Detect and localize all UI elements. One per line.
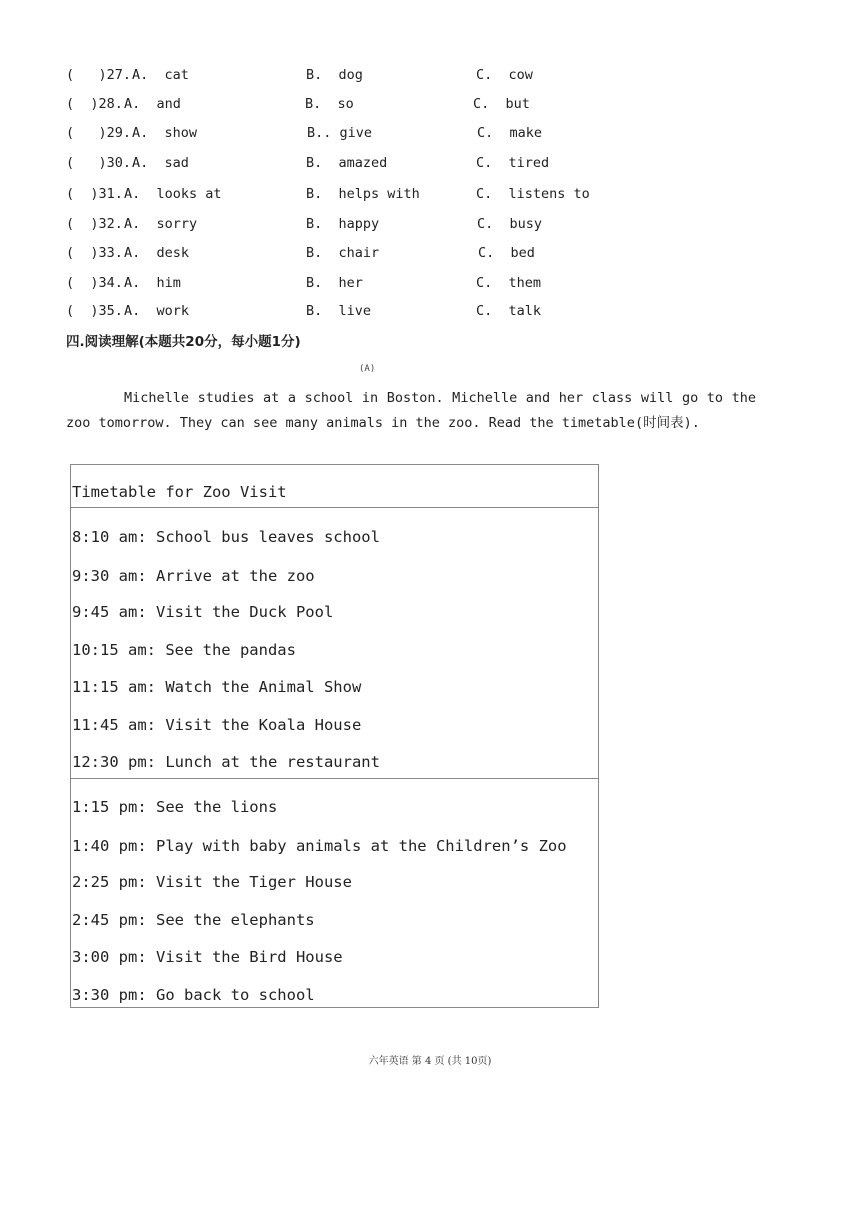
option-a: A. desk — [124, 245, 190, 261]
question-number: ( )32. — [66, 216, 123, 232]
timetable-row: 11:15 am: Watch the Animal Show — [72, 678, 362, 696]
option-a: A. looks at — [124, 186, 222, 202]
timetable-row: 9:30 am: Arrive at the zoo — [72, 567, 315, 585]
reading-passage: Michelle studies at a school in Boston. Michelle and her class will go to the zoo tomorrow. They can see many animals in the zoo. Read the timetable(时间表). — [66, 390, 756, 431]
timetable-row: 2:45 pm: See the elephants — [72, 911, 315, 929]
timetable-row: 1:15 pm: See the lions — [72, 798, 278, 816]
option-a: A. him — [124, 275, 181, 291]
question-number: ( )28. — [66, 96, 123, 112]
option-b: B. so — [305, 96, 354, 112]
timetable-row: 2:25 pm: Visit the Tiger House — [72, 873, 352, 891]
question-row-29 — [66, 124, 543, 142]
question-number: ( )30. — [66, 155, 132, 171]
question-row-30 — [66, 154, 550, 172]
option-a: A. sorry — [124, 216, 198, 232]
option-a: A. sad — [132, 155, 189, 171]
question-number: ( )27. — [66, 67, 132, 83]
option-c: C. cow — [476, 67, 533, 83]
timetable-row: 3:30 pm: Go back to school — [72, 986, 315, 1004]
timetable-divider — [71, 507, 598, 508]
part-label: (A) — [359, 364, 376, 374]
option-c: C. tired — [476, 155, 550, 171]
timetable-title: Timetable for Zoo Visit — [72, 483, 287, 501]
timetable-row: 1:40 pm: Play with baby animals at the Children’s Zoo — [72, 837, 567, 855]
section-heading: 四.阅读理解(本题共20分，每小题1分) — [66, 334, 301, 350]
question-number: ( )31. — [66, 186, 123, 202]
option-a: A. work — [124, 303, 190, 319]
option-b: B. chair — [306, 245, 380, 261]
option-c: C. make — [477, 125, 543, 141]
option-b: B. dog — [306, 67, 363, 83]
option-b: B. live — [306, 303, 372, 319]
timetable-row: 12:30 pm: Lunch at the restaurant — [72, 753, 380, 771]
timetable-divider — [71, 778, 598, 779]
option-c: C. talk — [476, 303, 542, 319]
page-footer: 六年英语 第 4 页 (共 10页) — [368, 1056, 492, 1067]
timetable-row: 10:15 am: See the pandas — [72, 641, 296, 659]
option-c: C. busy — [477, 216, 543, 232]
option-a: A. cat — [132, 67, 189, 83]
question-row-27 — [66, 66, 533, 84]
timetable-row: 3:00 pm: Visit the Bird House — [72, 948, 343, 966]
option-a: A. and — [124, 96, 181, 112]
question-row-35 — [66, 302, 542, 320]
option-b: B. her — [306, 275, 363, 291]
question-number: ( )35. — [66, 303, 123, 319]
option-c: C. but — [473, 96, 530, 112]
timetable-row: 8:10 am: School bus leaves school — [72, 528, 380, 546]
question-row-34 — [66, 274, 542, 292]
option-c: C. bed — [478, 245, 535, 261]
option-c: C. them — [476, 275, 542, 291]
question-row-31 — [66, 185, 590, 203]
option-b: B. happy — [306, 216, 380, 232]
option-c: C. listens to — [476, 186, 590, 202]
option-b: B. helps with — [306, 186, 420, 202]
timetable-row: 11:45 am: Visit the Koala House — [72, 716, 362, 734]
question-number: ( )29. — [66, 125, 132, 141]
timetable-row: 9:45 am: Visit the Duck Pool — [72, 603, 334, 621]
question-row-28 — [66, 95, 530, 113]
option-b: B.. give — [307, 125, 373, 141]
question-row-33 — [66, 244, 535, 262]
option-a: A. show — [132, 125, 198, 141]
question-row-32 — [66, 215, 543, 233]
question-number: ( )33. — [66, 245, 123, 261]
option-b: B. amazed — [306, 155, 388, 171]
question-number: ( )34. — [66, 275, 123, 291]
timetable — [70, 464, 599, 1008]
